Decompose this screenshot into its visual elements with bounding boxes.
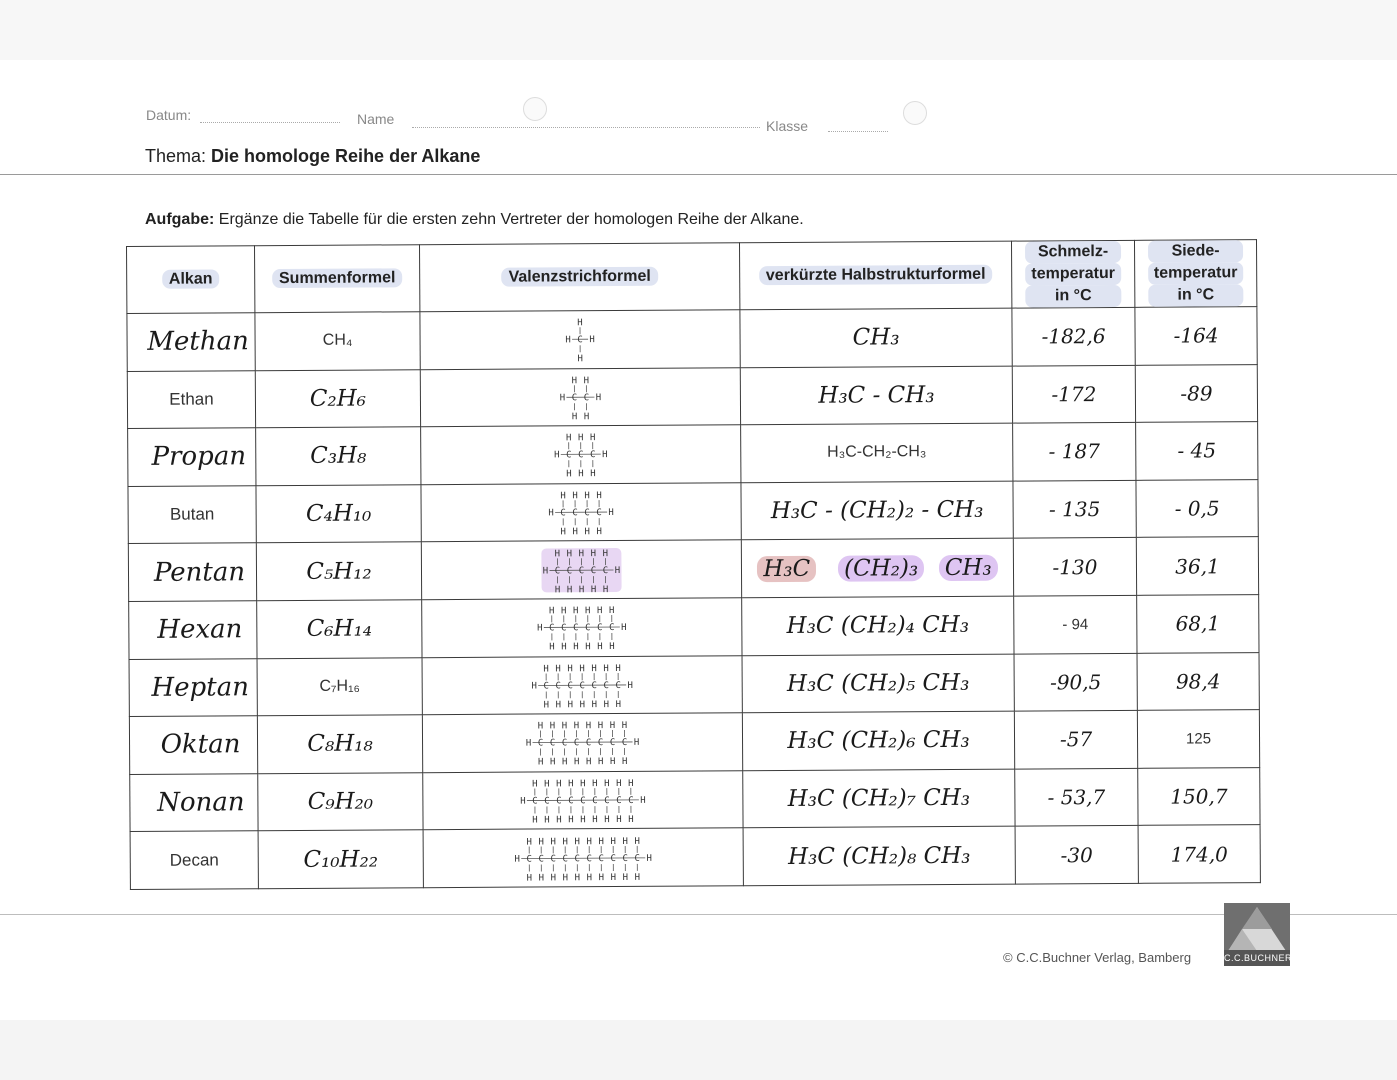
atom-label: C — [567, 681, 573, 692]
structural-formula-drawing — [424, 833, 743, 883]
name-label: Name — [357, 111, 395, 127]
sum-formula: C₈H₁₈ — [257, 715, 422, 774]
atom-label: H — [574, 872, 581, 883]
half-structural-formula: H₃C-CH₂-CH₃ — [741, 423, 1013, 482]
table-row — [129, 595, 1259, 659]
atom-label: C — [572, 508, 578, 519]
atom-label: H — [526, 837, 532, 848]
structural-formula — [420, 367, 740, 427]
atom-label: H — [565, 433, 572, 444]
atom-label: H — [578, 584, 585, 595]
table-row — [129, 652, 1259, 716]
atom-label: C — [597, 738, 604, 749]
alkane-table — [126, 239, 1261, 890]
boiling-point: - 45 — [1136, 422, 1258, 480]
atom-label: H — [590, 584, 597, 595]
atom-label: H — [567, 664, 573, 675]
structural-formula — [422, 713, 742, 773]
page-bottom-margin — [0, 1020, 1397, 1080]
atom-label: H — [597, 721, 604, 732]
atom-label: C — [583, 393, 590, 404]
class-label: Klasse — [766, 118, 809, 134]
atom-label: H — [622, 836, 628, 847]
atom-label: H — [609, 757, 616, 768]
atom-label: H — [573, 757, 580, 768]
name-line — [412, 127, 760, 128]
atom-label: C — [573, 738, 580, 749]
atom-label: C — [597, 623, 603, 634]
structural-formula-drawing — [422, 545, 741, 595]
topic-title: Die homologe Reihe der Alkane — [211, 146, 481, 166]
atom-label: H — [583, 376, 590, 387]
atom-label: C — [609, 623, 615, 634]
header-schmelztemperatur: Schmelz- temperatur in °C — [1011, 240, 1134, 308]
atom-label: H — [556, 815, 562, 826]
atom-label: H — [584, 527, 590, 538]
atom-label: C — [537, 738, 544, 749]
table-header-row — [127, 240, 1257, 314]
atom-label: C — [634, 853, 640, 864]
atom-label: H — [595, 392, 602, 404]
atom-label: H — [537, 757, 544, 768]
atom-label: H — [634, 836, 640, 847]
structural-formula-drawing — [423, 660, 742, 710]
page-top-margin — [0, 0, 1397, 60]
bond-line — [533, 742, 633, 743]
atom-label: H — [573, 642, 579, 653]
atom-label: H — [543, 700, 550, 711]
header-summenformel: Summenformel — [255, 245, 420, 313]
half-structural-formula: CH₃ — [740, 308, 1012, 367]
atom-label: C — [543, 681, 549, 692]
sum-formula: C₅H₁₂ — [256, 542, 421, 601]
atom-label: C — [550, 854, 556, 865]
structural-formula — [423, 828, 743, 888]
melting-point: - 187 — [1013, 423, 1136, 481]
atom-label: H — [633, 738, 640, 749]
atom-label: C — [560, 508, 566, 519]
atom-label: H — [591, 699, 598, 711]
atom-label: C — [549, 738, 556, 749]
atom-label: C — [615, 680, 621, 691]
table-row — [130, 825, 1260, 890]
atom-label: H — [525, 738, 532, 750]
atom-label: C — [544, 796, 550, 807]
atom-label: H — [554, 549, 561, 560]
atom-label: H — [561, 721, 568, 732]
atom-label: C — [610, 853, 616, 864]
atom-label: H — [610, 872, 617, 883]
alkane-name: Butan — [128, 485, 256, 543]
atom-label: H — [549, 757, 556, 768]
atom-label: C — [578, 450, 584, 461]
header-siedetemperatur: Siede- temperatur in °C — [1134, 240, 1256, 308]
atom-label: H — [562, 836, 568, 848]
atom-label: H — [610, 836, 616, 847]
atom-label: H — [608, 606, 615, 617]
boiling-point: 150,7 — [1138, 767, 1260, 825]
atom-label: H — [589, 433, 596, 444]
atom-label: H — [586, 836, 592, 847]
atom-label: H — [559, 393, 566, 404]
alkane-name: Propan — [128, 428, 256, 486]
half-structural-formula: H₃C - (CH₂)₂ - CH₃ — [741, 481, 1013, 540]
atom-label: C — [585, 623, 591, 634]
atom-label: H — [615, 663, 621, 674]
atom-label: C — [555, 681, 561, 692]
atom-label: H — [561, 757, 568, 768]
header-valenzstrichformel: Valenzstrichformel — [419, 243, 739, 312]
atom-label: C — [568, 796, 574, 807]
atom-label: H — [590, 469, 596, 480]
atom-label: H — [578, 469, 584, 480]
sum-formula: C₃H₈ — [256, 427, 421, 486]
half-structural-formula: H₃C - CH₃ — [740, 366, 1012, 425]
table-row — [127, 307, 1257, 371]
half-structural-formula: H₃C (CH₂)₈ CH₃ — [743, 826, 1015, 885]
atom-label: C — [554, 566, 561, 577]
atom-label: H — [603, 699, 610, 710]
atom-label: C — [574, 853, 580, 864]
atom-label: H — [520, 796, 526, 807]
structural-formula — [422, 598, 742, 658]
atom-label: C — [549, 623, 555, 634]
atom-label: H — [514, 854, 520, 865]
atom-label: H — [622, 872, 629, 883]
page-title — [145, 146, 480, 167]
atom-label: C — [538, 854, 544, 865]
structural-formula — [421, 540, 741, 600]
atom-label: C — [598, 853, 604, 864]
atom-label: H — [554, 585, 561, 595]
atom-label: H — [567, 700, 574, 711]
atom-label: H — [532, 779, 538, 790]
atom-label: C — [562, 853, 568, 865]
atom-label: C — [602, 565, 609, 576]
structural-formula-drawing — [423, 775, 742, 825]
alkane-name: Hexan — [129, 601, 257, 659]
atom-label: H — [602, 548, 609, 559]
boiling-point: - 0,5 — [1136, 479, 1258, 537]
atom-label: H — [561, 642, 567, 653]
atom-label: C — [586, 853, 592, 864]
alkane-name: Pentan — [128, 543, 256, 601]
table-row — [130, 767, 1260, 831]
half-group-ch2: (CH₂)₃ — [838, 555, 924, 582]
punch-hole — [903, 101, 927, 125]
atom-label: H — [578, 548, 585, 559]
atom-label: H — [591, 663, 597, 675]
atom-label: H — [616, 815, 622, 826]
atom-label: H — [602, 450, 608, 461]
atom-label: H — [596, 606, 603, 617]
atom-label: C — [628, 795, 634, 806]
melting-point: -30 — [1015, 826, 1138, 884]
table-row — [128, 479, 1258, 543]
atom-label: H — [577, 318, 583, 329]
structural-formula-drawing — [422, 603, 741, 653]
sum-formula: C₁₀H₂₂ — [258, 830, 423, 889]
atom-label: H — [628, 814, 634, 825]
melting-point: -57 — [1014, 710, 1137, 768]
atom-label: H — [604, 779, 610, 790]
header-halbstrukturformel: verkürzte Halbstrukturformel — [739, 241, 1011, 310]
atom-label: H — [577, 433, 584, 444]
atom-label: H — [586, 872, 593, 883]
atom-label: C — [584, 508, 590, 519]
atom-label: H — [646, 853, 652, 864]
boiling-point: 98,4 — [1137, 652, 1259, 710]
atom-label: C — [603, 680, 609, 691]
sum-formula: C₉H₂₀ — [258, 772, 423, 831]
half-structural-formula: H₃C (CH₂)₆ CH₃ — [742, 711, 1014, 770]
atom-label: H — [560, 527, 566, 538]
atom-label: H — [562, 872, 569, 883]
boiling-point: 68,1 — [1137, 595, 1259, 653]
atom-label: C — [621, 738, 628, 749]
sum-formula: CH₄ — [255, 312, 420, 371]
atom-label: H — [565, 335, 571, 346]
atom-label: H — [571, 412, 578, 423]
atom-label: H — [615, 699, 622, 710]
atom-label: C — [585, 738, 592, 749]
atom-label: H — [609, 721, 616, 732]
atom-label: H — [549, 606, 555, 617]
structural-formula — [420, 310, 740, 370]
atom-label: H — [538, 873, 545, 883]
alkane-name: Methan — [127, 313, 255, 371]
table-row — [127, 364, 1257, 428]
atom-label: H — [566, 469, 572, 480]
date-label: Datum: — [146, 107, 192, 123]
atom-label: H — [627, 680, 633, 691]
atom-label: H — [550, 837, 556, 848]
atom-label: H — [608, 508, 614, 519]
publisher-credit: © C.C.Buchner Verlag, Bamberg — [1003, 950, 1192, 965]
sum-formula: C₄H₁₀ — [256, 484, 421, 543]
atom-label: H — [596, 527, 602, 538]
atom-label: H — [580, 779, 586, 790]
footer-rule — [0, 914, 1397, 915]
atom-label: H — [590, 548, 597, 559]
atom-label: C — [571, 393, 578, 404]
atom-label: C — [526, 854, 532, 865]
sum-formula: C₇H₁₆ — [257, 657, 422, 716]
atom-label: C — [578, 565, 585, 576]
atom-label: H — [585, 757, 592, 768]
atom-label: H — [556, 779, 562, 790]
atom-label: C — [573, 623, 579, 634]
structural-formula — [421, 425, 741, 485]
atom-label: H — [554, 450, 560, 461]
atom-label: H — [526, 873, 533, 883]
melting-point: -130 — [1013, 538, 1136, 596]
atom-label: H — [584, 491, 590, 502]
melting-point: -90,5 — [1014, 653, 1137, 711]
structural-formula-drawing — [421, 430, 740, 480]
atom-label: H — [550, 873, 557, 883]
half-structural-formula: H₃C (CH₂)₇ CH₃ — [743, 769, 1015, 828]
atom-label: H — [589, 335, 595, 346]
atom-label: H — [532, 815, 538, 826]
atom-label: C — [622, 853, 628, 864]
table-row — [128, 422, 1258, 486]
sum-formula: C₂H₆ — [255, 369, 420, 428]
atom-label: H — [609, 642, 615, 653]
alkane-name: Nonan — [130, 773, 258, 831]
half-structural-formula: H₃C (CH₂)₅ CH₃ — [742, 654, 1014, 713]
task-label: Aufgabe: — [145, 211, 215, 228]
atom-label: H — [634, 872, 641, 883]
atom-label: C — [604, 796, 610, 807]
atom-label: H — [568, 815, 574, 826]
structural-formula-drawing — [420, 315, 739, 365]
atom-label: H — [603, 663, 609, 674]
atom-label: H — [621, 721, 628, 732]
atom-label: H — [579, 664, 585, 675]
atom-label: H — [549, 642, 555, 653]
structural-formula — [422, 655, 742, 715]
atom-label: C — [596, 508, 602, 519]
atom-label: H — [560, 491, 566, 502]
atom-label: H — [579, 700, 586, 711]
atom-label: H — [598, 836, 604, 847]
atom-label: C — [590, 565, 597, 576]
boiling-point: 125 — [1137, 710, 1259, 768]
structural-formula-drawing — [421, 372, 740, 422]
atom-label: H — [543, 664, 549, 675]
atom-label: H — [548, 508, 554, 519]
alkane-name: Oktan — [129, 716, 257, 774]
publisher-logo-text: C.C.BUCHNER — [1224, 950, 1290, 966]
class-line — [828, 131, 888, 132]
atom-label: H — [566, 584, 573, 595]
atom-label: H — [544, 815, 550, 826]
atom-label: H — [592, 779, 598, 790]
atom-label: C — [579, 681, 585, 692]
atom-label: H — [580, 815, 586, 826]
atom-label: H — [628, 778, 634, 789]
atom-label: H — [573, 721, 580, 732]
atom-label: H — [572, 491, 578, 502]
alkane-name: Heptan — [129, 658, 257, 716]
sum-formula: C₆H₁₄ — [257, 600, 422, 659]
atom-label: H — [604, 815, 610, 826]
boiling-point: 36,1 — [1136, 537, 1258, 595]
half-structural-formula — [741, 538, 1013, 597]
atom-label: H — [537, 721, 544, 732]
boiling-point: 174,0 — [1138, 825, 1260, 883]
atom-label: C — [592, 796, 598, 807]
atom-label: H — [572, 606, 579, 617]
table-row — [128, 537, 1258, 601]
melting-point: - 94 — [1014, 595, 1137, 653]
atom-label: C — [609, 738, 616, 749]
boiling-point: -164 — [1135, 307, 1257, 365]
topic-label: Thema: — [145, 146, 207, 166]
table-row — [129, 710, 1259, 774]
structural-formula — [423, 770, 743, 830]
atom-label: H — [555, 700, 562, 711]
atom-label: H — [597, 642, 603, 653]
atom-label: H — [574, 836, 580, 847]
atom-label: H — [549, 721, 556, 732]
atom-label: H — [614, 565, 621, 576]
half-structural-formula: H₃C (CH₂)₄ CH₃ — [742, 596, 1014, 655]
atom-label: C — [556, 796, 562, 807]
atom-label: H — [583, 412, 590, 423]
atom-label: H — [616, 779, 622, 790]
melting-point: -172 — [1012, 365, 1135, 423]
half-group-h3c: H₃C — [757, 555, 816, 581]
atom-label: H — [537, 623, 543, 634]
header-alkan: Alkan — [127, 246, 255, 314]
task-instruction — [145, 211, 804, 229]
atom-label: H — [597, 757, 604, 768]
atom-label: H — [544, 779, 550, 790]
date-line — [200, 122, 340, 123]
atom-label: H — [602, 584, 609, 595]
atom-label: H — [566, 548, 573, 559]
atom-label: H — [598, 872, 605, 883]
atom-label: C — [561, 738, 568, 749]
atom-label: C — [590, 450, 596, 461]
atom-label: H — [621, 623, 627, 634]
structural-formula-drawing — [421, 487, 740, 537]
atom-label: H — [561, 606, 567, 617]
atom-label: C — [577, 335, 583, 346]
atom-label: H — [596, 491, 602, 502]
atom-label: C — [561, 623, 567, 634]
atom-label: H — [585, 642, 591, 653]
atom-label: C — [566, 450, 572, 461]
melting-point: - 53,7 — [1015, 768, 1138, 826]
atom-label: C — [532, 796, 538, 807]
header-rule — [0, 174, 1397, 175]
atom-label: H — [555, 664, 561, 675]
atom-label: H — [572, 527, 578, 538]
boiling-point: -89 — [1135, 364, 1257, 422]
atom-label: H — [542, 566, 549, 577]
atom-label: C — [616, 796, 622, 807]
atom-label: H — [640, 795, 646, 806]
atom-label: H — [531, 681, 537, 692]
structural-formula-drawing — [423, 718, 742, 768]
alkane-name: Ethan — [127, 370, 255, 428]
task-text: Ergänze die Tabelle für die ersten zehn Vertreter der homologen Reihe der Alkane. — [218, 211, 804, 228]
atom-label: H — [577, 354, 583, 365]
atom-label: C — [580, 796, 586, 807]
atom-label: H — [585, 721, 592, 732]
atom-label: H — [538, 837, 544, 848]
atom-label: H — [592, 815, 598, 826]
structural-formula — [421, 483, 741, 543]
atom-label: H — [621, 757, 628, 768]
atom-label: H — [568, 779, 574, 790]
atom-label: H — [584, 606, 591, 617]
alkane-name: Decan — [130, 831, 258, 889]
half-group-ch3: CH₃ — [939, 554, 998, 580]
atom-label: H — [571, 376, 578, 387]
melting-point: - 135 — [1013, 480, 1136, 538]
atom-label: C — [566, 565, 573, 576]
punch-hole — [523, 97, 547, 121]
atom-label: C — [591, 680, 597, 692]
melting-point: -182,6 — [1012, 307, 1135, 365]
